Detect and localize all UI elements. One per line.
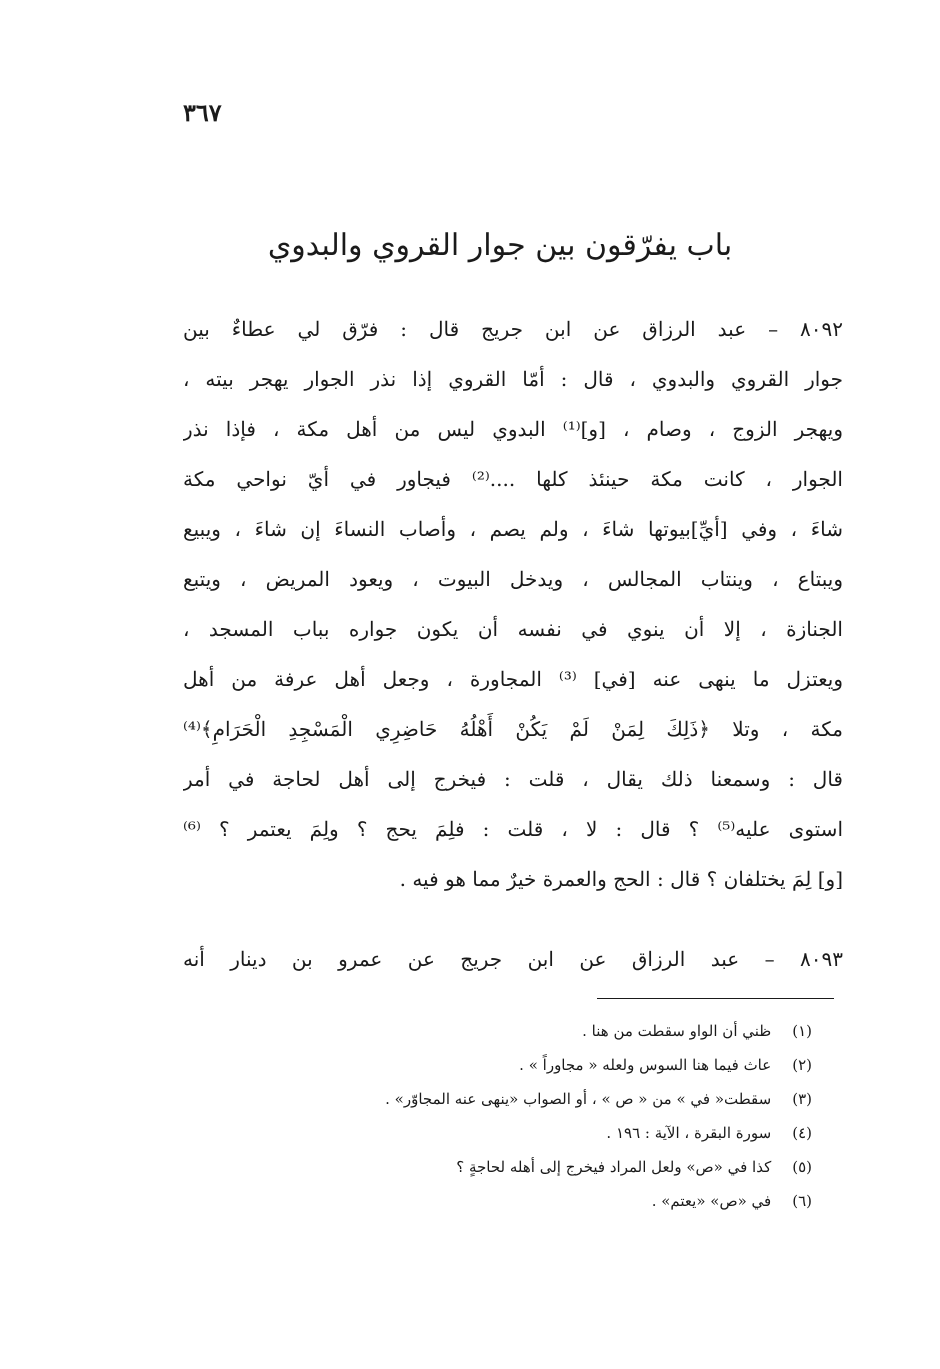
text-line: ويعتزل ما ينهى عنه [في] ⁽³⁾ المجاورة ، وجعل أهل عرفة من أهل — [183, 667, 843, 691]
footnote — [240, 1184, 812, 1218]
footnote-number: (٦) — [792, 1192, 812, 1210]
text-line: ويهجر الزوج ، وصام ، [و]⁽¹⁾ البدوي ليس من أهل مكة ، فإذا نذر — [183, 417, 843, 441]
footnote-text: سورة البقرة ، الآية : ١٩٦ . — [606, 1124, 772, 1142]
footnote-text: في «ص» «يعتم» . — [651, 1192, 772, 1210]
text-line: ٨٠٩٣ – عبد الرزاق عن ابن جريج عن عمرو بن دينار أنه — [183, 947, 843, 971]
footnote — [240, 1014, 812, 1048]
page-number: ٣٦٧ — [183, 98, 222, 127]
footnote-number: (٣) — [792, 1090, 812, 1108]
footnote-text: ظني أن الواو سقطت من هنا . — [582, 1022, 772, 1040]
footnote — [240, 1082, 812, 1116]
footnotes — [240, 1014, 812, 1218]
text-line: جوار القروي والبدوي ، قال : أمّا القروي إذا نذر الجوار يهجر بيته ، — [183, 367, 843, 391]
footnote-text: عاث فيما هنا السوس ولعله « مجاوراً » . — [519, 1056, 772, 1074]
text-line: الجنازة ، إلا أن ينوي في نفسه أن يكون جواره بباب المسجد ، — [183, 617, 843, 641]
main-text — [183, 304, 843, 984]
text-line: قال : وسمعنا ذلك يقال ، قلت : فيخرج إلى أهل لحاجة في أمر — [183, 767, 843, 791]
text-line: الجوار ، كانت مكة حينئذ كلها ....⁽²⁾ فيجاور في أيّ نواحي مكة — [183, 467, 843, 491]
text-line: شاءَ ، وفي [أيِّ]بيوتها شاءَ ، ولم يصم ، وأصاب النساءَ إن شاءَ ، ويبيع — [183, 517, 843, 541]
footnote-text: كذا في «ص» ولعل المراد فيخرج إلى أهله لحاجةٍ ؟ — [456, 1158, 772, 1176]
footnote-text: سقطت« في » من « ص » ، أو الصواب «ينهى عنه المجاوّر» . — [385, 1090, 772, 1108]
text-line: ويبتاع ، وينتاب المجالس ، ويدخل البيوت ، ويعود المريض ، ويتبع — [183, 567, 843, 591]
chapter-title: باب يفرّقون بين جوار القروي والبدوي — [267, 228, 733, 263]
footnote-number: (٥) — [792, 1158, 812, 1176]
text-line: [و] لِمَ يختلفان ؟ قال : الحج والعمرة خيرٌ مما هو فيه . — [399, 867, 843, 891]
footnote — [240, 1116, 812, 1150]
text-line: ٨٠٩٢ – عبد الرزاق عن ابن جريج قال : فرّق لي عطاءٌ بين — [183, 317, 843, 341]
footnote-rule — [597, 998, 834, 999]
hadith-8092 — [183, 304, 843, 904]
hadith-gap — [183, 904, 843, 934]
footnote-number: (٤) — [792, 1124, 812, 1142]
hadith-8093 — [183, 934, 843, 984]
text-line: مكة ، وتلا ﴿ذَلِكَ لِمَنْ لَمْ يَكُنْ أَهْلُهُ حَاضِرِي الْمَسْجِدِ الْحَرَامِ﴾⁽⁴⁾ — [183, 717, 843, 741]
footnote-number: (١) — [792, 1022, 812, 1040]
footnote-number: (٢) — [792, 1056, 812, 1074]
footnote — [240, 1150, 812, 1184]
text-line: استوى عليه⁽⁵⁾ ؟ قال : لا ، قلت : فلِمَ يحج ؟ ولِمَ يعتمر ؟ ⁽⁶⁾ — [183, 817, 843, 841]
footnote — [240, 1048, 812, 1082]
